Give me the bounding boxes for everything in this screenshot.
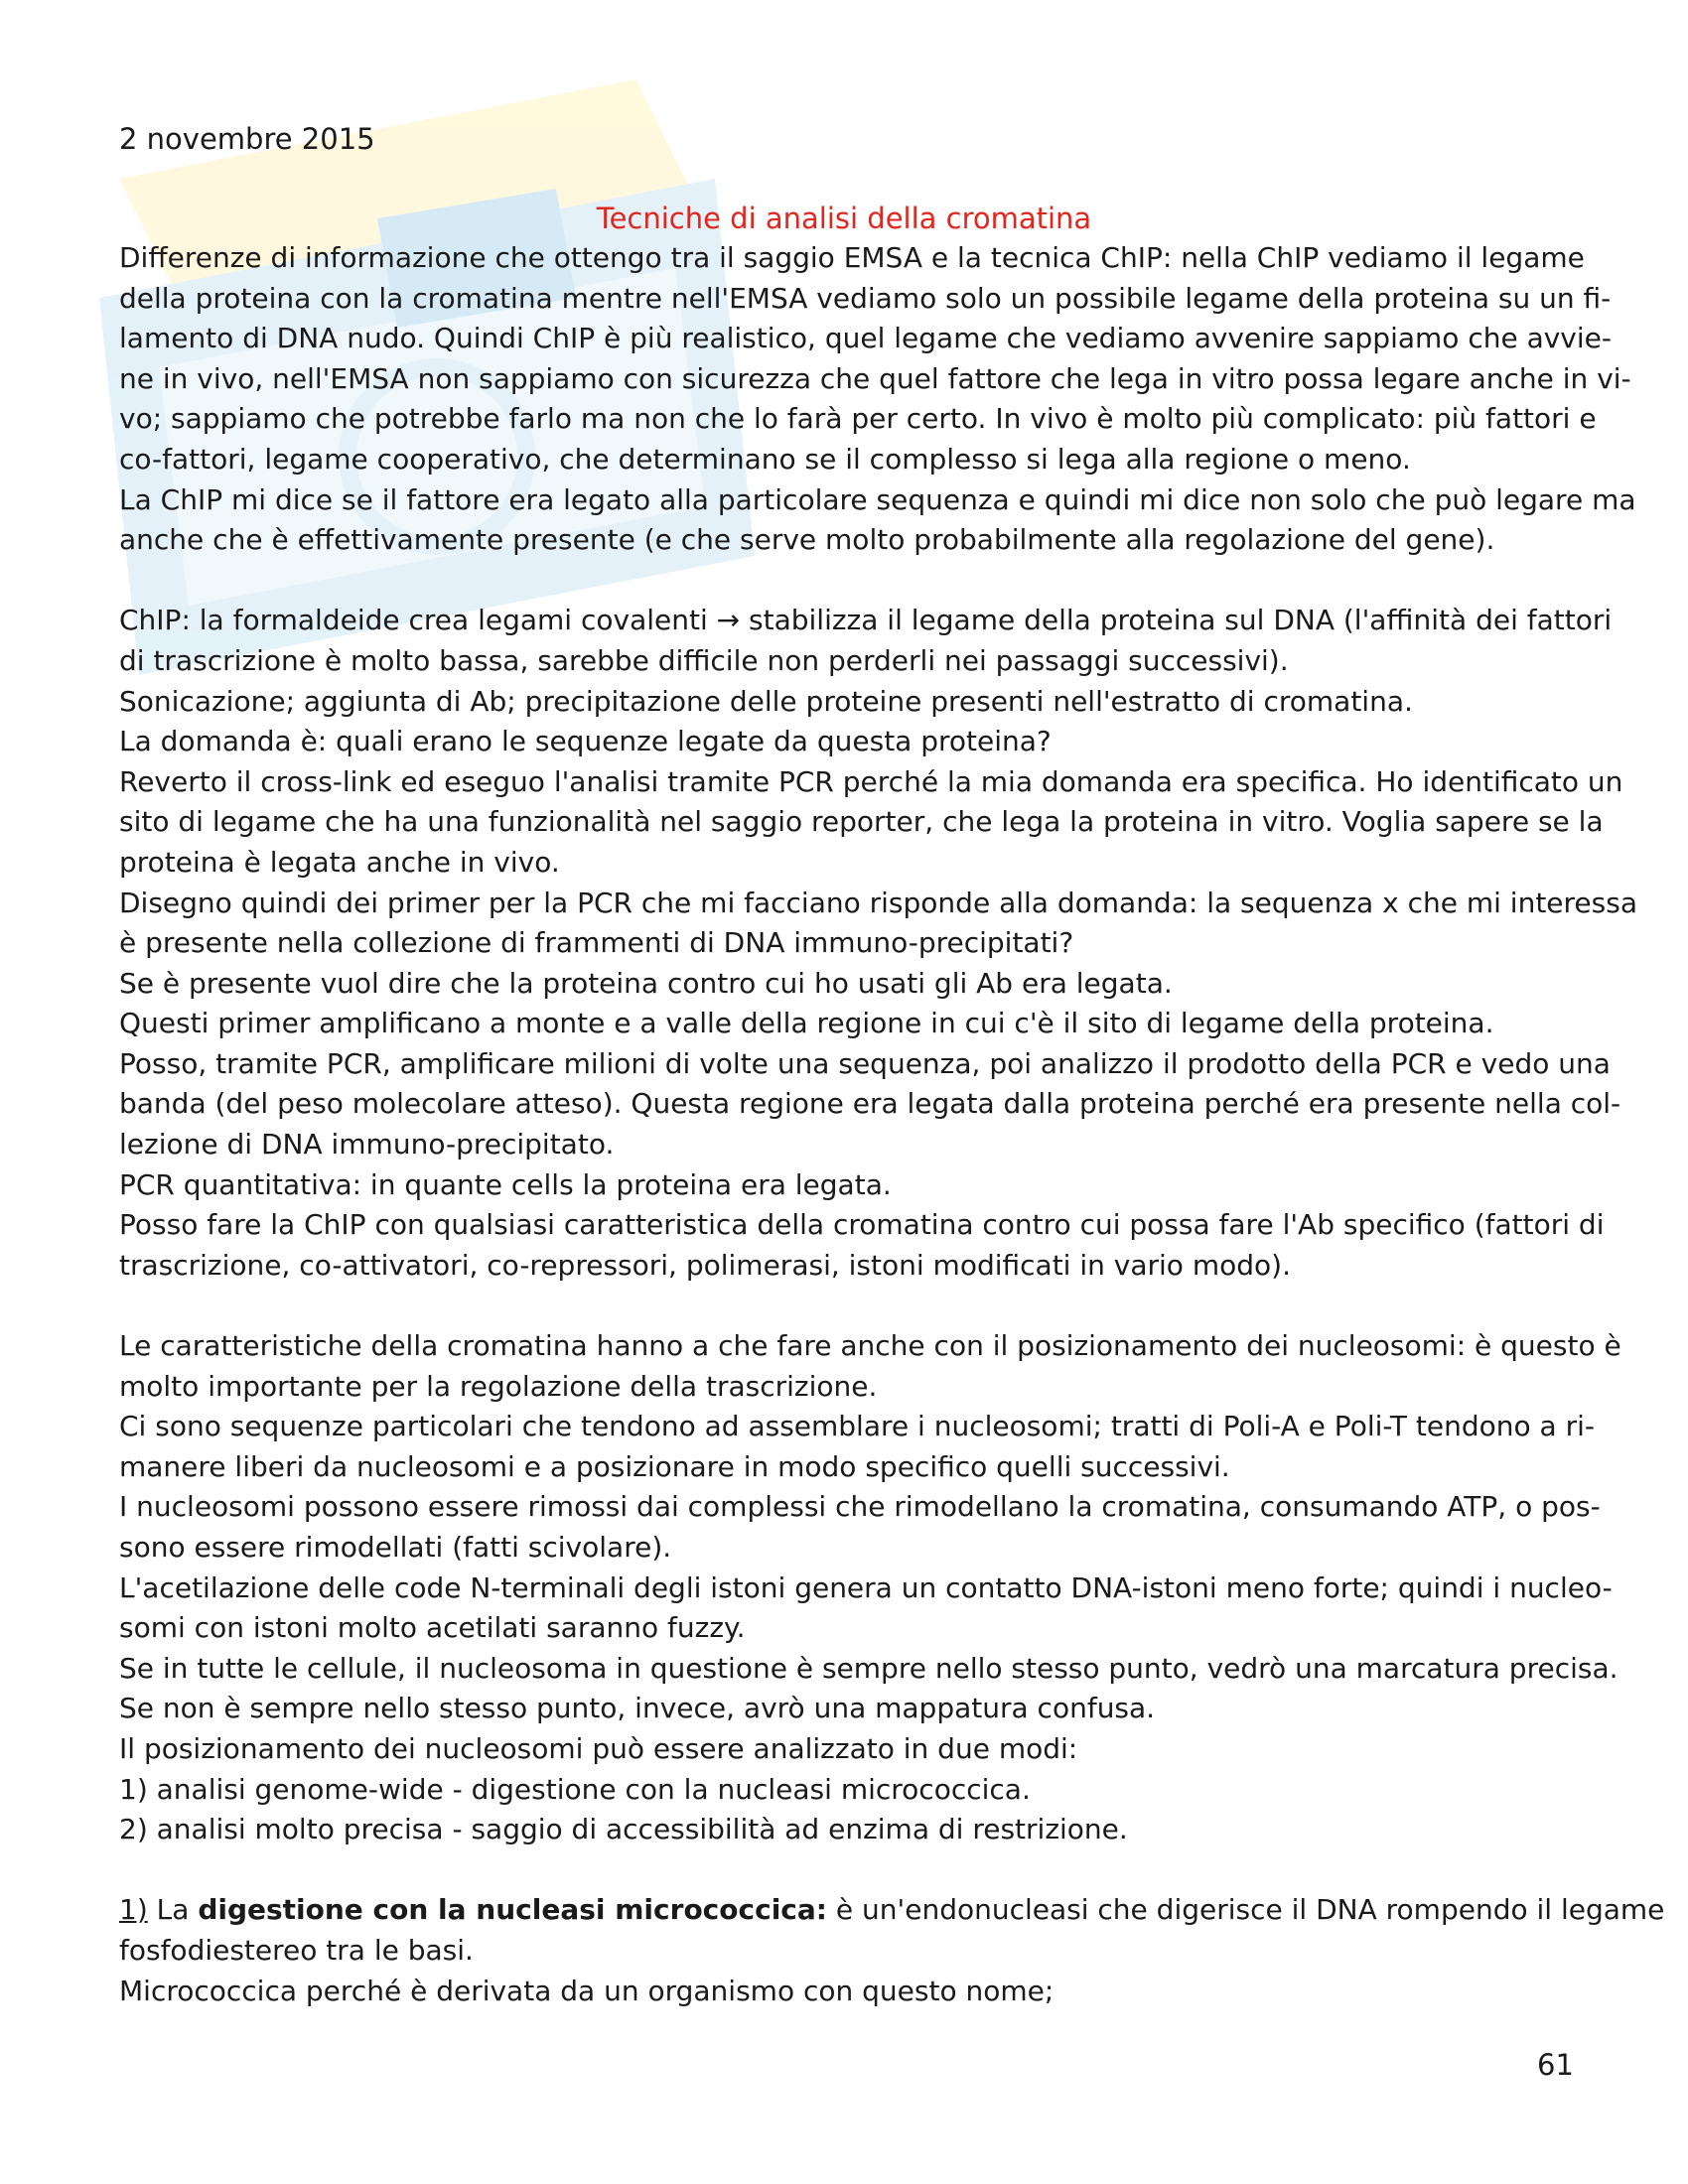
text-line: ChIP: la formaldeide crea legami covalenti → stabilizza il legame della proteina sul DNA (l'affinità dei fattori — [119, 604, 1613, 637]
text-line: somi con istoni molto acetilati saranno fuzzy. — [119, 1611, 746, 1645]
text-line: vo; sappiamo che potrebbe farlo ma non che lo farà per certo. In vivo è molto più complicato: più fattori e — [119, 402, 1597, 436]
inline-text: è un'endonucleasi che digerisce il DNA rompendo il legame — [827, 1893, 1665, 1927]
text-line: della proteina con la cromatina mentre nell'EMSA vediamo solo un possibile legame della proteina su un fi- — [119, 281, 1612, 315]
text-line: La ChIP mi dice se il fattore era legato alla particolare sequenza e quindi mi dice non solo che può legare ma — [119, 482, 1636, 516]
text-line: Ci sono sequenze particolari che tendono ad assemblare i nucleosomi; tratti di Poli-A e Poli-T tendono a ri- — [119, 1410, 1596, 1443]
list-number: 1) — [119, 1893, 148, 1927]
text-line: sito di legame che ha una funzionalità nel saggio reporter, che lega la proteina in vitro. Voglia sapere se la — [119, 805, 1604, 839]
paragraph-emsa-vs-chip — [119, 238, 1636, 561]
inline-text: La — [147, 1893, 199, 1927]
text-line: Se non è sempre nello stesso punto, invece, avrò una mappatura confusa. — [119, 1692, 1156, 1725]
text-line: è presente nella collezione di frammenti di DNA immuno-precipitati? — [119, 926, 1074, 960]
text-line: L'acetilazione delle code N-terminali degli istoni genera un contatto DNA-istoni meno forte; quindi i nucleo- — [119, 1570, 1613, 1604]
text-line: I nucleosomi possono essere rimossi dai complessi che rimodellano la cromatina, consumando ATP, o pos- — [119, 1490, 1601, 1524]
text-line: 1) analisi genome-wide - digestione con la nucleasi micrococcica. — [119, 1772, 1031, 1806]
text-line: Differenze di informazione che ottengo tra il saggio EMSA e la tecnica ChIP: nella ChIP vediamo il legame — [119, 241, 1585, 274]
text-line: molto importante per la regolazione della trascrizione. — [119, 1369, 878, 1403]
text-line: di trascrizione è molto bassa, sarebbe difficile non perderli nei passaggi successivi). — [119, 643, 1289, 677]
text-line: Posso, tramite PCR, amplificare milioni di volte una sequenza, poi analizzo il prodotto della PCR e vedo una — [119, 1046, 1611, 1080]
text-line — [119, 1890, 1665, 1931]
text-line: Reverto il cross-link ed eseguo l'analisi tramite PCR perché la mia domanda era specifica. Ho identificato un — [119, 764, 1623, 798]
text-line: manere liberi da nucleosomi e a posizionare in modo specifico quelli successivi. — [119, 1449, 1230, 1483]
text-line: Questi primer amplificano a monte e a valle della regione in cui c'è il sito di legame della proteina. — [119, 1007, 1494, 1040]
paragraph-gap — [119, 561, 1589, 602]
paragraph-nucleosome-positioning — [119, 1326, 1621, 1850]
text-line: Sonicazione; aggiunta di Ab; precipitazione delle proteine presenti nell'estratto di cromatina. — [119, 684, 1413, 718]
paragraph-gap — [119, 1850, 1589, 1891]
bold-term: digestione con la nucleasi micrococcica: — [198, 1893, 827, 1927]
section-title: Tecniche di analisi della cromatina — [596, 202, 1092, 235]
text-line: sono essere rimodellati (fatti scivolare). — [119, 1531, 672, 1564]
document-body — [119, 238, 1665, 2011]
text-line: anche che è effettivamente presente (e che serve molto probabilmente alla regolazione del gene). — [119, 523, 1495, 557]
text-line: ne in vivo, nell'EMSA non sappiamo con sicurezza che quel fattore che lega in vitro possa legare anche in vi- — [119, 361, 1631, 395]
text-line: 2) analisi molto precisa - saggio di accessibilità ad enzima di restrizione. — [119, 1813, 1128, 1846]
paragraph-gap — [119, 1286, 1589, 1326]
text-line: Posso fare la ChIP con qualsiasi caratteristica della cromatina contro cui possa fare l'Ab specifico (fattori di — [119, 1208, 1605, 1242]
text-line: lamento di DNA nudo. Quindi ChIP è più realistico, quel legame che vediamo avvenire sappiamo che avvie- — [119, 322, 1612, 355]
text-line: Se è presente vuol dire che la proteina contro cui ho usati gli Ab era legata. — [119, 966, 1173, 1000]
text-line: La domanda è: quali erano le sequenze legate da questa proteina? — [119, 725, 1052, 758]
text-line: Se in tutte le cellule, il nucleosoma in questione è sempre nello stesso punto, vedrò una marcatura precisa. — [119, 1651, 1618, 1685]
text-line: Il posizionamento dei nucleosomi può essere analizzato in due modi: — [119, 1731, 1078, 1765]
text-line: PCR quantitativa: in quante cells la proteina era legata. — [119, 1167, 892, 1201]
text-line: trascrizione, co-attivatori, co-repressori, polimerasi, istoni modificati in vario modo). — [119, 1248, 1291, 1282]
document-date: 2 novembre 2015 — [119, 122, 375, 156]
text-line: banda (del peso molecolare atteso). Questa regione era legata dalla proteina perché era presente nella col- — [119, 1087, 1621, 1121]
text-line: Disegno quindi dei primer per la PCR che mi facciano risponde alla domanda: la sequenza x che mi interessa — [119, 886, 1637, 919]
text-line: lezione di DNA immuno-precipitato. — [119, 1128, 615, 1161]
paragraph-micrococcal-nuclease — [119, 1890, 1665, 2011]
paragraph-chip-protocol — [119, 601, 1637, 1286]
page-number: 61 — [1537, 2048, 1574, 2082]
text-line: proteina è legata anche in vivo. — [119, 845, 560, 879]
text-line: co-fattori, legame cooperativo, che determinano se il complesso si lega alla regione o meno. — [119, 442, 1411, 476]
text-line: Le caratteristiche della cromatina hanno a che fare anche con il posizionamento dei nucleosomi: è questo è — [119, 1329, 1621, 1363]
text-line: fosfodiestereo tra le basi. — [119, 1933, 474, 1967]
text-line: Micrococcica perché è derivata da un organismo con questo nome; — [119, 1974, 1055, 2007]
